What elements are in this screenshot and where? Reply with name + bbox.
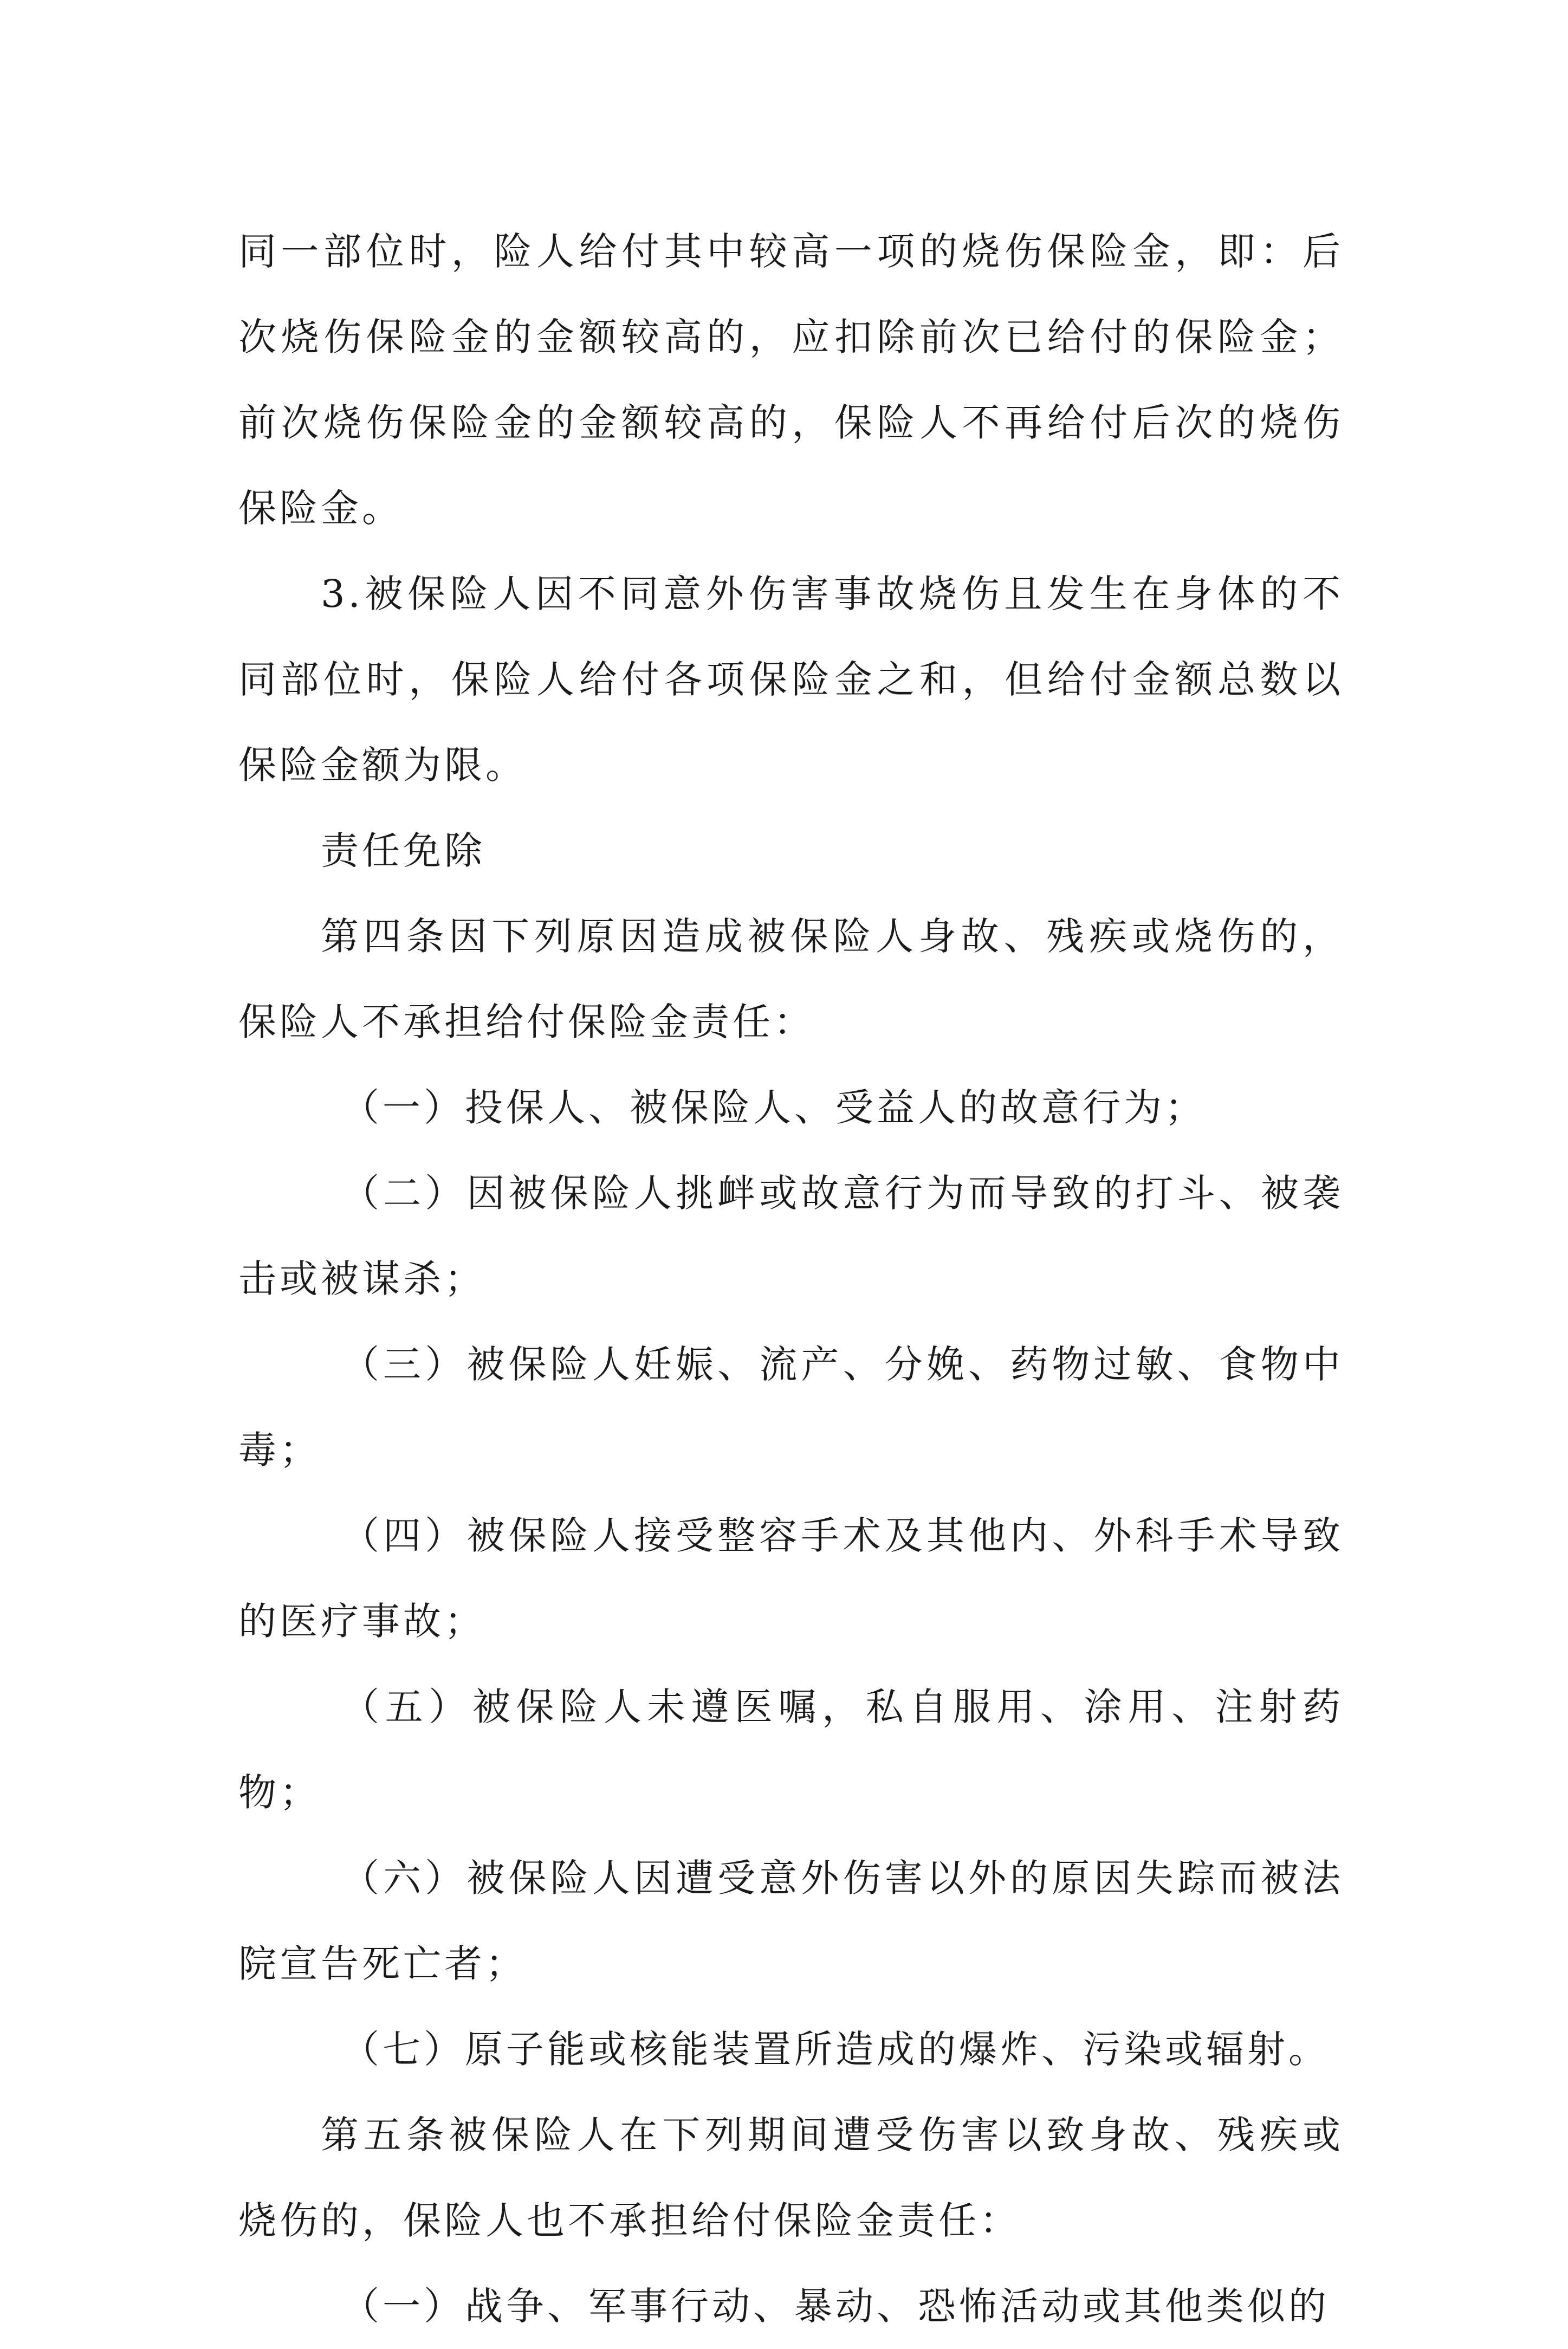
article-4-intro: 第四条因下列原因造成被保险人身故、残疾或烧伤的，保险人不承担给付保险金责任： [238, 914, 1344, 1044]
paragraph-burn-different-site: 3.被保险人因不同意外伤害事故烧伤且发生在身体的不同部位时，保险人给付各项保险金之和，但给付金额总数以保险金额为限。 [238, 572, 1344, 787]
article-4-item-3: （三）被保险人妊娠、流产、分娩、药物过敏、食物中毒； [238, 1342, 1344, 1472]
article-5-item-1: （一）战争、军事行动、暴动、恐怖活动或其他类似的 [341, 2284, 1330, 2328]
paragraph-burn-same-site: 同一部位时，险人给付其中较高一项的烧伤保险金，即：后次烧伤保险金的金额较高的，应扣除前次已给付的保险金；前次烧伤保险金的金额较高的，保险人不再给付后次的烧伤保险金。 [238, 229, 1344, 530]
section-heading-exclusions: 责任免除 [321, 829, 485, 873]
article-4-item-4: （四）被保险人接受整容手术及其他内、外科手术导致的医疗事故； [238, 1513, 1344, 1643]
article-5-intro: 第五条被保险人在下列期间遭受伤害以致身故、残疾或烧伤的，保险人也不承担给付保险金责任： [238, 2113, 1344, 2243]
article-4-item-5: （五）被保险人未遵医嘱，私自服用、涂用、注射药物； [238, 1685, 1344, 1815]
article-4-item-2: （二）因被保险人挑衅或故意行为而导致的打斗、被袭击或被谋杀； [238, 1171, 1344, 1301]
article-4-item-1: （一）投保人、被保险人、受益人的故意行为； [341, 1085, 1206, 1130]
article-4-item-6: （六）被保险人因遭受意外伤害以外的原因失踪而被法院宣告死亡者； [238, 1856, 1344, 1986]
document-body [238, 209, 1344, 2349]
article-4-item-7: （七）原子能或核能装置所造成的爆炸、污染或辐射。 [341, 2027, 1330, 2072]
